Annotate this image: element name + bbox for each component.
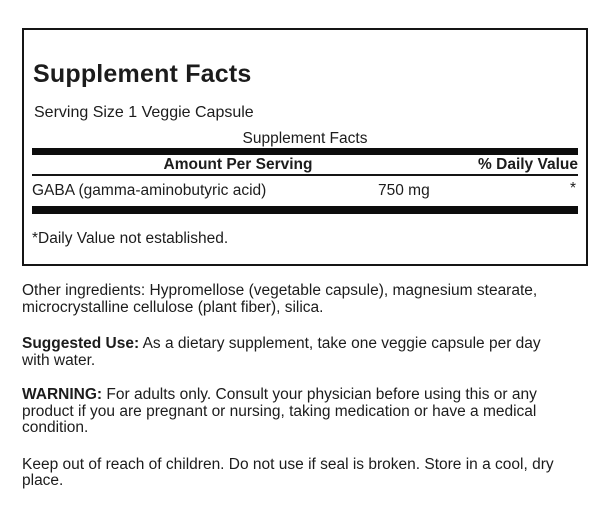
warning-text: For adults only. Consult your physician before using this or any [106, 386, 537, 403]
ingredient-name: GABA (gamma-aminobutyric acid) [32, 182, 267, 199]
column-header-daily-value: % Daily Value [478, 156, 578, 173]
table-header-row [32, 157, 578, 173]
suggested-use-paragraph [22, 336, 592, 369]
suggested-use-text: As a dietary supplement, take one veggie capsule per day [142, 335, 541, 352]
other-ingredients-line: microcrystalline cellulose (plant fiber), silica. [22, 298, 324, 316]
table-row [32, 182, 578, 200]
other-ingredients-line: Other ingredients: Hypromellose (vegetable capsule), magnesium stearate, [22, 282, 538, 299]
other-ingredients-paragraph [22, 283, 592, 316]
supplement-facts-title: Supplement Facts [33, 60, 252, 88]
storage-line: place. [22, 472, 64, 489]
warning-line [22, 387, 592, 404]
thick-divider-bottom [32, 206, 578, 214]
warning-line: condition. [22, 419, 89, 436]
warning-label: WARNING: [22, 386, 103, 403]
storage-line: Keep out of reach of children. Do not use if seal is broken. Store in a cool, dry [22, 455, 554, 473]
warning-line: product if you are pregnant or nursing, taking medication or have a medical [22, 402, 537, 420]
suggested-use-line [22, 336, 592, 353]
suggested-use-line: with water. [22, 351, 96, 369]
column-header-amount-per-serving: Amount Per Serving [163, 156, 313, 173]
thin-divider [32, 174, 578, 176]
supplement-facts-panel [22, 28, 588, 266]
warning-paragraph [22, 387, 592, 437]
daily-value-footnote: *Daily Value not established. [32, 230, 229, 247]
ingredient-amount: 750 mg [378, 182, 430, 199]
storage-paragraph [22, 457, 592, 490]
suggested-use-label: Suggested Use: [22, 335, 140, 352]
thick-divider-top [32, 148, 578, 155]
ingredient-daily-value: * [569, 180, 576, 197]
additional-info-section [22, 283, 592, 490]
table-caption: Supplement Facts [242, 130, 368, 147]
serving-size-text: Serving Size 1 Veggie Capsule [34, 104, 254, 121]
